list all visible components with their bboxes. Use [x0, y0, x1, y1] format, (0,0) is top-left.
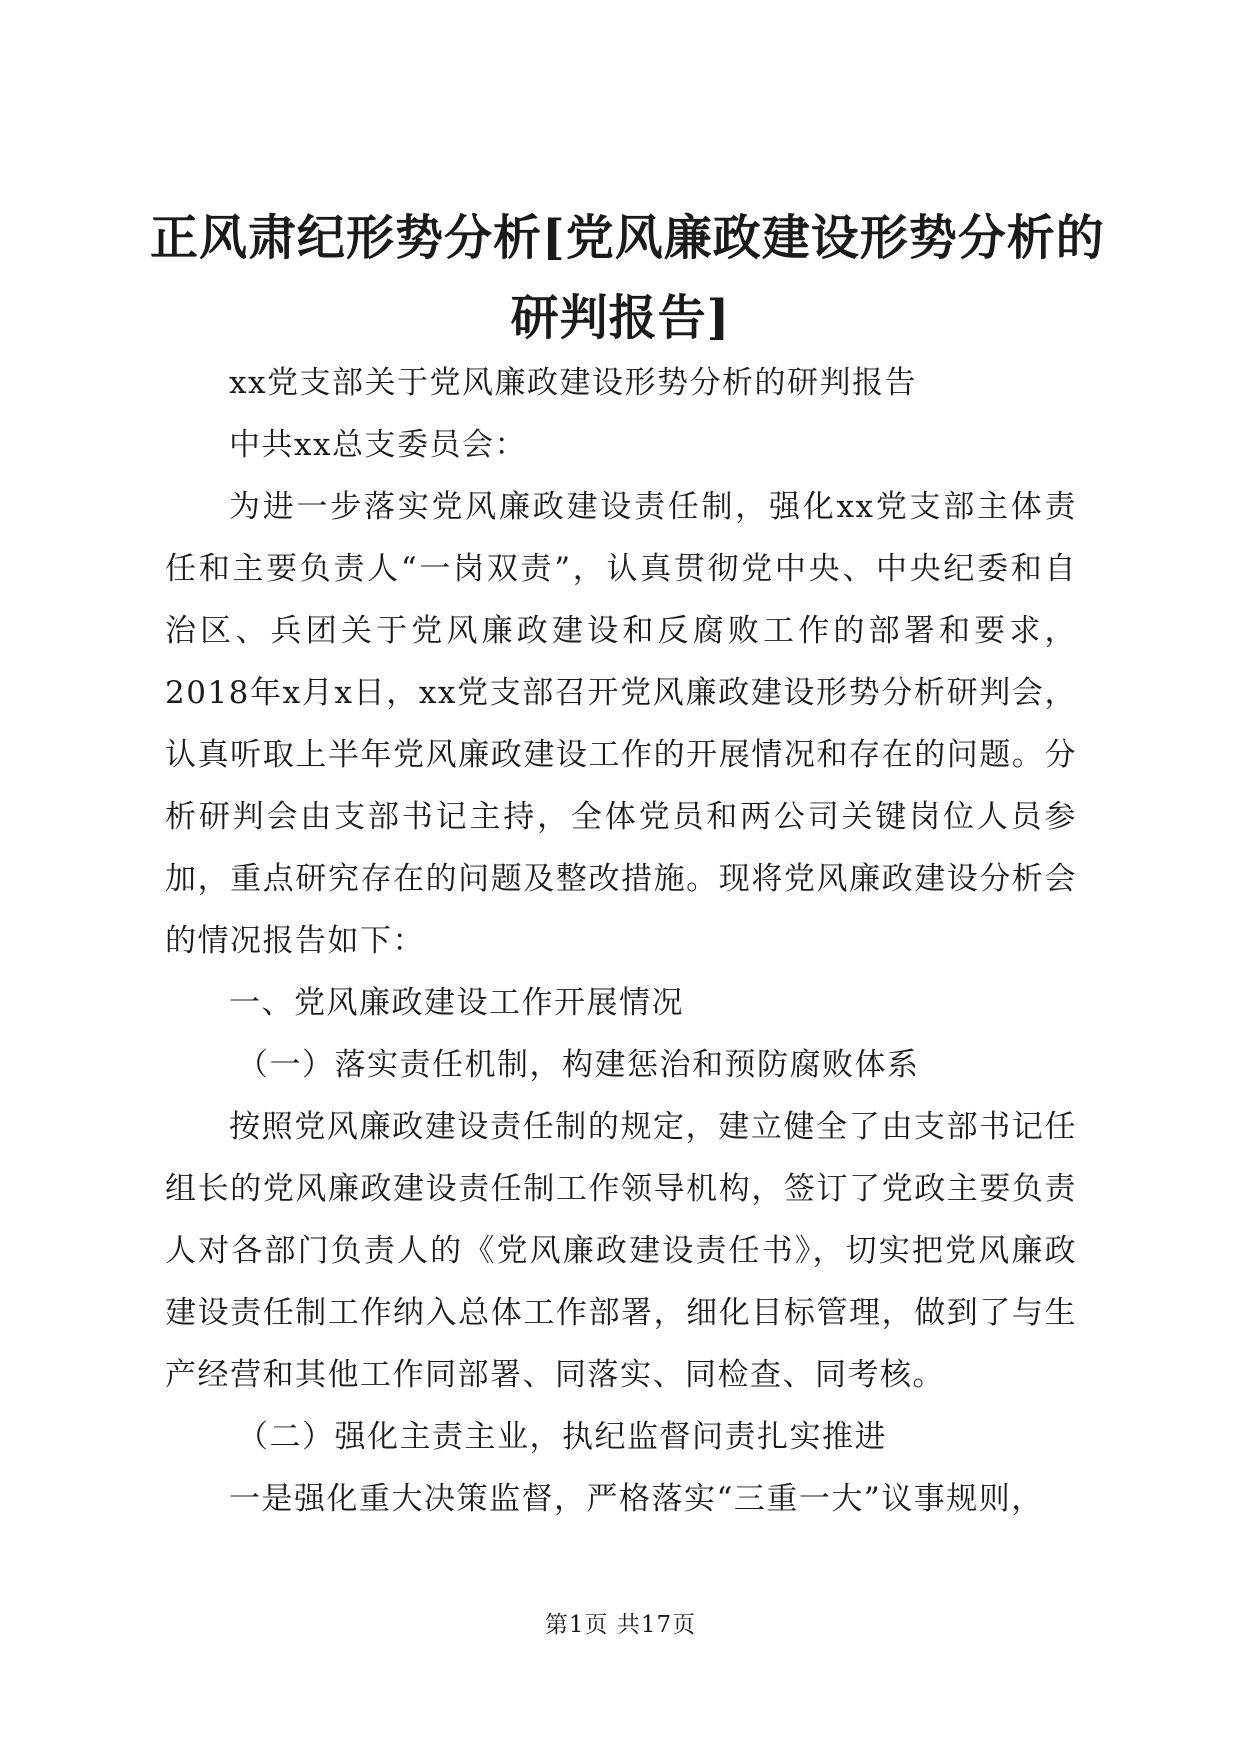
document-body	[165, 352, 1077, 1530]
subsection-1-paragraph: 按照党风廉政建设责任制的规定，建立健全了由支部书记任组长的党风廉政建设责任制工作领导机构，签订了党政主要负责人对各部门负责人的《党风廉政建设责任书》，切实把党风廉政建设责任制工作纳入总体工作部署，细化目标管理，做到了与生产经营和其他工作同部署、同落实、同检查、同考核。	[165, 1109, 1077, 1393]
intro-paragraph: 为进一步落实党风廉政建设责任制，强化xx党支部主体责任和主要负责人“一岗双责”，认真贯彻党中央、中央纪委和自治区、兵团关于党风廉政建设和反腐败工作的部署和要求，2018年x月x日，xx党支部召开党风廉政建设形势分析研判会，认真听取上半年党风廉政建设工作的开展情况和存在的问题。分析研判会由支部书记主持，全体党员和两公司关键岗位人员参加，重点研究存在的问题及整改措施。现将党风廉政建设分析会的情况报告如下：	[165, 489, 1077, 959]
page-footer: 第1页 共17页	[544, 1612, 697, 1638]
title-line-2: 研判报告]	[510, 290, 731, 346]
subsection-2-paragraph: 一是强化重大决策监督，严格落实“三重一大”议事规则，	[229, 1481, 1044, 1517]
subsection-heading-2: （二）强化主责主业，执纪监督问责扎实推进	[237, 1419, 887, 1455]
title-line-1: 正风肃纪形势分析[党风廉政建设形势分析的	[150, 210, 1105, 266]
page-title	[150, 198, 1105, 358]
addressee: 中共xx总支委员会：	[229, 427, 527, 463]
section-heading-1: 一、党风廉政建设工作开展情况	[229, 985, 684, 1021]
subsection-heading-1: （一）落实责任机制，构建惩治和预防腐败体系	[237, 1047, 920, 1083]
report-subtitle: xx党支部关于党风廉政建设形势分析的研判报告	[229, 365, 917, 401]
